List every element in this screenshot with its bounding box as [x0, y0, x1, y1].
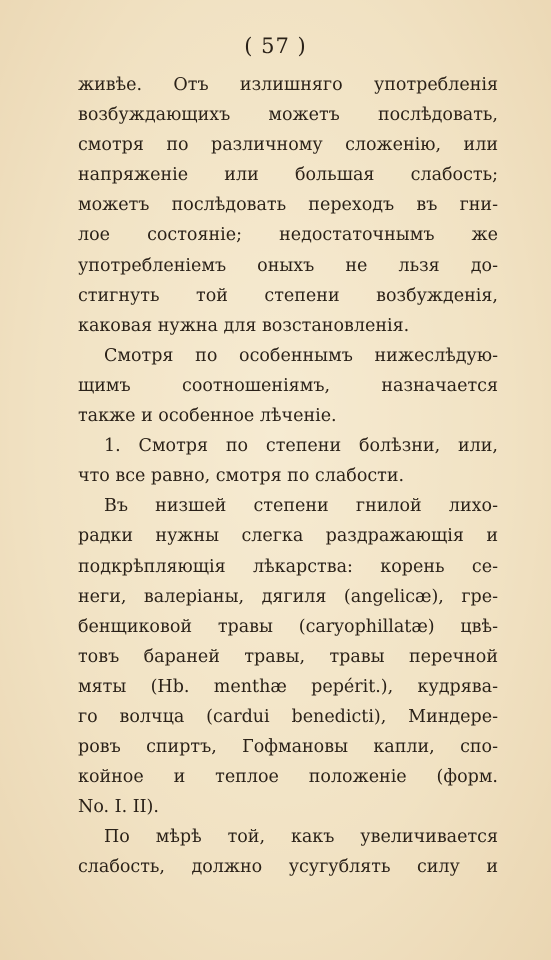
text-line: бенщиковой травы (caryophillatæ) цвѣ- [78, 616, 498, 637]
text-line: мяты (Hb. menthæ pepérit.), кудрява- [78, 676, 498, 697]
text-line: возбуждающихъ можетъ послѣдовать, [78, 105, 498, 126]
text-line: ровъ спиртъ, Гофмановы капли, спо- [78, 737, 498, 758]
text-line: Въ низшей степени гнилой лихо- [104, 496, 498, 517]
text-line: стигнуть той степени возбужденія, [78, 285, 498, 306]
body-text [78, 70, 498, 883]
text-line: можетъ послѣдовать переходъ въ гни- [78, 195, 498, 216]
text-line: каковая нужна для возстановленія. [78, 315, 410, 336]
text-line: лое состояніе; недостаточнымъ же [78, 225, 498, 246]
text-line: По мѣрѣ той, какъ увеличивается [104, 827, 498, 848]
text-line: радки нужны слегка раздражающія и [78, 526, 498, 547]
text-line: го волчца (cardui benedicti), Миндере- [78, 706, 498, 727]
page-number: ( 57 ) [244, 34, 307, 58]
text-line: товъ бараней травы, травы перечной [78, 646, 498, 667]
text-line: напряженіе или большая слабость; [78, 165, 498, 186]
text-line: употребленіемъ оныхъ не льзя до- [78, 255, 498, 276]
text-line: смотря по различному сложенію, или [78, 135, 498, 156]
text-line: также и особенное лѣченіе. [78, 406, 337, 427]
text-line: 1. Смотря по степени болѣзни, или, [104, 436, 498, 457]
text-line: что все равно, смотря по слабости. [78, 466, 405, 487]
text-line: Смотря по особеннымъ нижеслѣдую- [104, 345, 498, 366]
text-line: No. I. II). [78, 797, 159, 818]
text-line: неги, валеріаны, дягиля (angelicæ), гре- [78, 586, 498, 607]
text-line: подкрѣпляющія лѣкарства: корень се- [78, 556, 498, 577]
text-line: койное и теплое положеніе (форм. [78, 767, 498, 788]
text-line: слабость, должно усугублять силу и [78, 857, 498, 878]
text-line: щимъ соотношеніямъ, назначается [78, 375, 498, 396]
text-line: живѣе. Отъ излишняго употребленія [78, 75, 498, 95]
